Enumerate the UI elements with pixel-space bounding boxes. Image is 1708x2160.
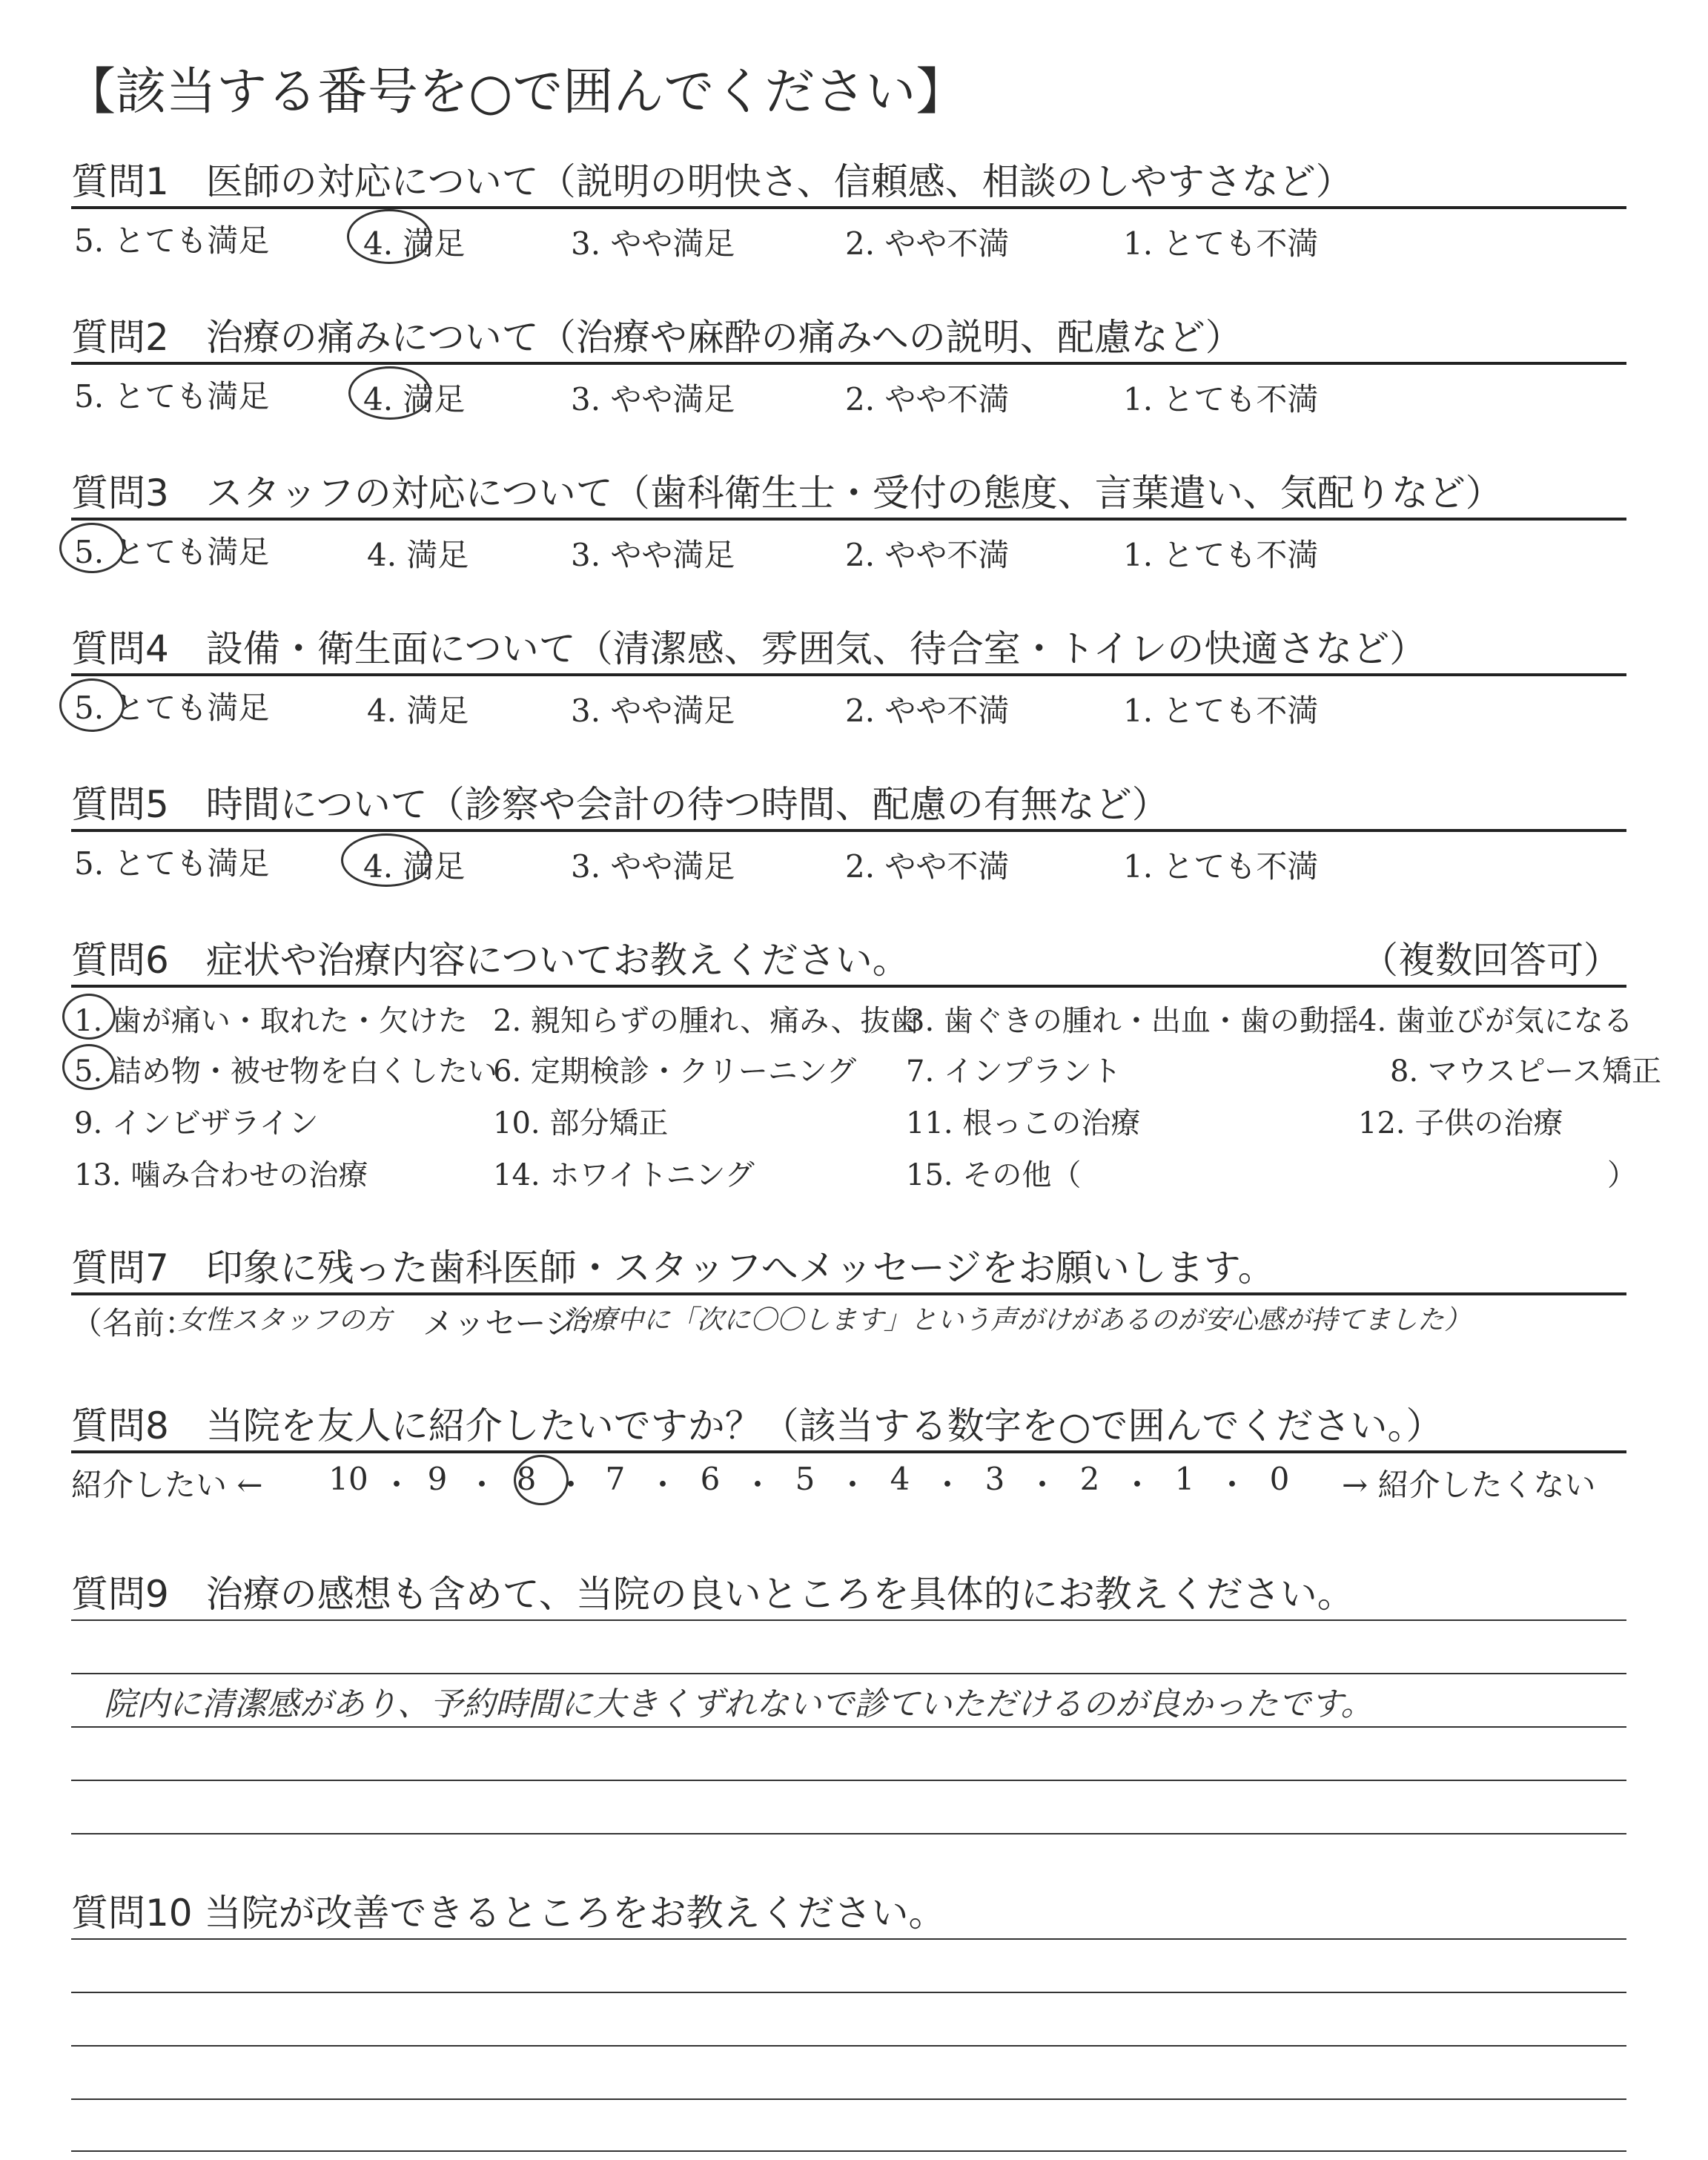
q7-message-label: メッセージ： [423, 1305, 608, 1341]
answer-line [71, 1992, 1626, 1993]
q5-option-3[interactable]: 3. やや満足 [571, 848, 735, 885]
question-10-title: 質問10 当院が改善できるところをお教えください。 [71, 1892, 946, 1935]
question-7-title: 質問7 印象に残った歯科医師・スタッフへメッセージをお願いします。 [71, 1246, 1275, 1289]
q6-option-13[interactable]: 13. 噛み合わせの治療 [74, 1158, 368, 1192]
q7-message-value[interactable]: 治療中に「次に〇〇します」という声がけがあるのが安心感が持てました） [563, 1305, 1472, 1335]
q7-name-value[interactable]: 女性スタッフの方 [178, 1305, 392, 1335]
question-4-title: 質問4 設備・衛生面について（清潔感、雰囲気、待合室・トイレの快適さなど） [71, 627, 1427, 670]
q6-option-11[interactable]: 11. 根っこの治療 [906, 1106, 1141, 1140]
answer-line [71, 1726, 1626, 1728]
answer-line [71, 1780, 1626, 1781]
q6-option-14[interactable]: 14. ホワイトニング [493, 1158, 755, 1192]
question-9-title: 質問9 治療の感想も含めて、当院の良いところを具体的にお教えください。 [71, 1573, 1354, 1616]
q1-option-4[interactable]: 4. 満足 [363, 225, 466, 262]
divider [71, 206, 1626, 209]
q4-option-1[interactable]: 1. とても不満 [1123, 693, 1319, 729]
q8-value-1[interactable]: 1 [1174, 1461, 1195, 1497]
question-2-title: 質問2 治療の痛みについて（治療や麻酔の痛みへの説明、配慮など） [71, 316, 1242, 359]
q8-value-6[interactable]: 6 [700, 1461, 721, 1497]
q5-option-1[interactable]: 1. とても不満 [1123, 848, 1319, 885]
q9-answer[interactable]: 院内に清潔感があり、予約時間に大きくずれないで診ていただけるのが良かったです。 [104, 1685, 1374, 1723]
q2-option-2[interactable]: 2. やや不満 [845, 381, 1010, 417]
answer-line [71, 2045, 1626, 2047]
q5-option-2[interactable]: 2. やや不満 [845, 848, 1010, 885]
q6-option-6[interactable]: 6. 定期検診・クリーニング [493, 1054, 857, 1089]
q6-option-10[interactable]: 10. 部分矯正 [493, 1106, 669, 1140]
q3-answer-circle [59, 523, 125, 573]
q1-option-5[interactable]: 5. とても満足 [74, 222, 270, 259]
divider [71, 985, 1626, 988]
q4-option-4[interactable]: 4. 満足 [367, 693, 469, 729]
q8-value-2[interactable]: 2 [1079, 1461, 1100, 1497]
divider [71, 518, 1626, 521]
q6-option-1[interactable]: 1. 歯が痛い・取れた・欠けた [74, 1004, 468, 1038]
q1-option-1[interactable]: 1. とても不満 [1123, 225, 1319, 262]
q6-option-15-close: ） [1607, 1158, 1637, 1192]
q8-value-10[interactable]: 10 [328, 1461, 368, 1497]
q2-answer-circle [348, 366, 431, 420]
q4-option-3[interactable]: 3. やや満足 [571, 693, 735, 729]
q6-option-7[interactable]: 7. インプラント [906, 1054, 1122, 1089]
question-3-title: 質問3 スタッフの対応について（歯科衛生士・受付の態度、言葉遣い、気配りなど） [71, 472, 1503, 515]
answer-line [71, 1673, 1626, 1674]
q6-option-15[interactable]: 15. その他（ [906, 1158, 1082, 1192]
q8-scale: 10 ・ 9 ・ 8 ・ 7 ・ 6 ・ 5 ・ 4 ・ 3 ・ 2 ・ 1 ・ 0 [326, 1461, 1294, 1505]
q3-option-2[interactable]: 2. やや不満 [845, 537, 1010, 573]
answer-line [71, 2098, 1626, 2100]
q8-left-label: 紹介したい ← [71, 1467, 263, 1503]
question-1-title: 質問1 医師の対応について（説明の明快さ、信頼感、相談のしやすさなど） [71, 160, 1353, 203]
q1-answer-circle [347, 209, 431, 264]
q6-answer-circle-1 [62, 994, 116, 1040]
page-heading: 【該当する番号を○で囲んでください】 [65, 63, 967, 122]
answer-line [71, 1833, 1626, 1834]
q6-option-5[interactable]: 5. 詰め物・被せ物を白くしたい [74, 1054, 497, 1089]
q8-right-label: → 紹介したくない [1342, 1467, 1596, 1503]
q2-option-4[interactable]: 4. 満足 [363, 381, 466, 417]
q5-answer-circle [341, 833, 431, 887]
q5-option-4[interactable]: 4. 満足 [363, 848, 466, 885]
q3-option-3[interactable]: 3. やや満足 [571, 537, 735, 573]
q8-value-7[interactable]: 7 [605, 1461, 626, 1497]
q6-option-3[interactable]: 3. 歯ぐきの腫れ・出血・歯の動揺 [906, 1004, 1359, 1038]
q8-answer-circle [514, 1455, 569, 1505]
q8-value-8[interactable]: 8 [516, 1461, 537, 1497]
question-8-title: 質問8 当院を友人に紹介したいですか？（該当する数字を○で囲んでください。） [71, 1404, 1443, 1447]
q3-option-1[interactable]: 1. とても不満 [1123, 537, 1319, 573]
answer-line [71, 1938, 1626, 1940]
q3-option-5[interactable]: 5. とても満足 [74, 534, 270, 570]
q8-value-5[interactable]: 5 [795, 1461, 815, 1497]
q8-value-4[interactable]: 4 [890, 1461, 910, 1497]
divider [71, 1450, 1626, 1453]
question-6-title: 質問6 症状や治療内容についてお教えください。 [71, 939, 910, 982]
divider [71, 673, 1626, 676]
divider [71, 362, 1626, 365]
q6-option-9[interactable]: 9. インビザライン [74, 1106, 319, 1140]
q1-option-2[interactable]: 2. やや不満 [845, 225, 1010, 262]
q2-option-5[interactable]: 5. とても満足 [74, 378, 270, 415]
divider [71, 1292, 1626, 1295]
divider [71, 829, 1626, 832]
q2-option-3[interactable]: 3. やや満足 [571, 381, 735, 417]
answer-line [71, 2150, 1626, 2152]
q5-option-5[interactable]: 5. とても満足 [74, 845, 270, 882]
q3-option-4[interactable]: 4. 満足 [367, 537, 469, 573]
q8-value-0[interactable]: 0 [1269, 1461, 1290, 1497]
answer-line [71, 1619, 1626, 1621]
q6-option-2[interactable]: 2. 親知らずの腫れ、痛み、抜歯 [493, 1004, 920, 1038]
q1-option-3[interactable]: 3. やや満足 [571, 225, 735, 262]
q4-answer-circle [59, 678, 125, 732]
q4-option-2[interactable]: 2. やや不満 [845, 693, 1010, 729]
q6-option-12[interactable]: 12. 子供の治療 [1358, 1106, 1563, 1140]
q6-answer-circle-5 [62, 1044, 116, 1090]
q7-name-label: （名前： [71, 1305, 196, 1341]
q8-value-3[interactable]: 3 [984, 1461, 1005, 1497]
q6-option-8[interactable]: 8. マウスピース矯正 [1390, 1054, 1662, 1089]
q4-option-5[interactable]: 5. とても満足 [74, 690, 270, 726]
q2-option-1[interactable]: 1. とても不満 [1123, 381, 1319, 417]
question-6-note: （複数回答可） [1361, 939, 1621, 982]
question-5-title: 質問5 時間について（診察や会計の待つ時間、配慮の有無など） [71, 783, 1169, 826]
q8-value-9[interactable]: 9 [427, 1461, 448, 1497]
q6-option-4[interactable]: 4. 歯並びが気になる [1358, 1004, 1633, 1038]
